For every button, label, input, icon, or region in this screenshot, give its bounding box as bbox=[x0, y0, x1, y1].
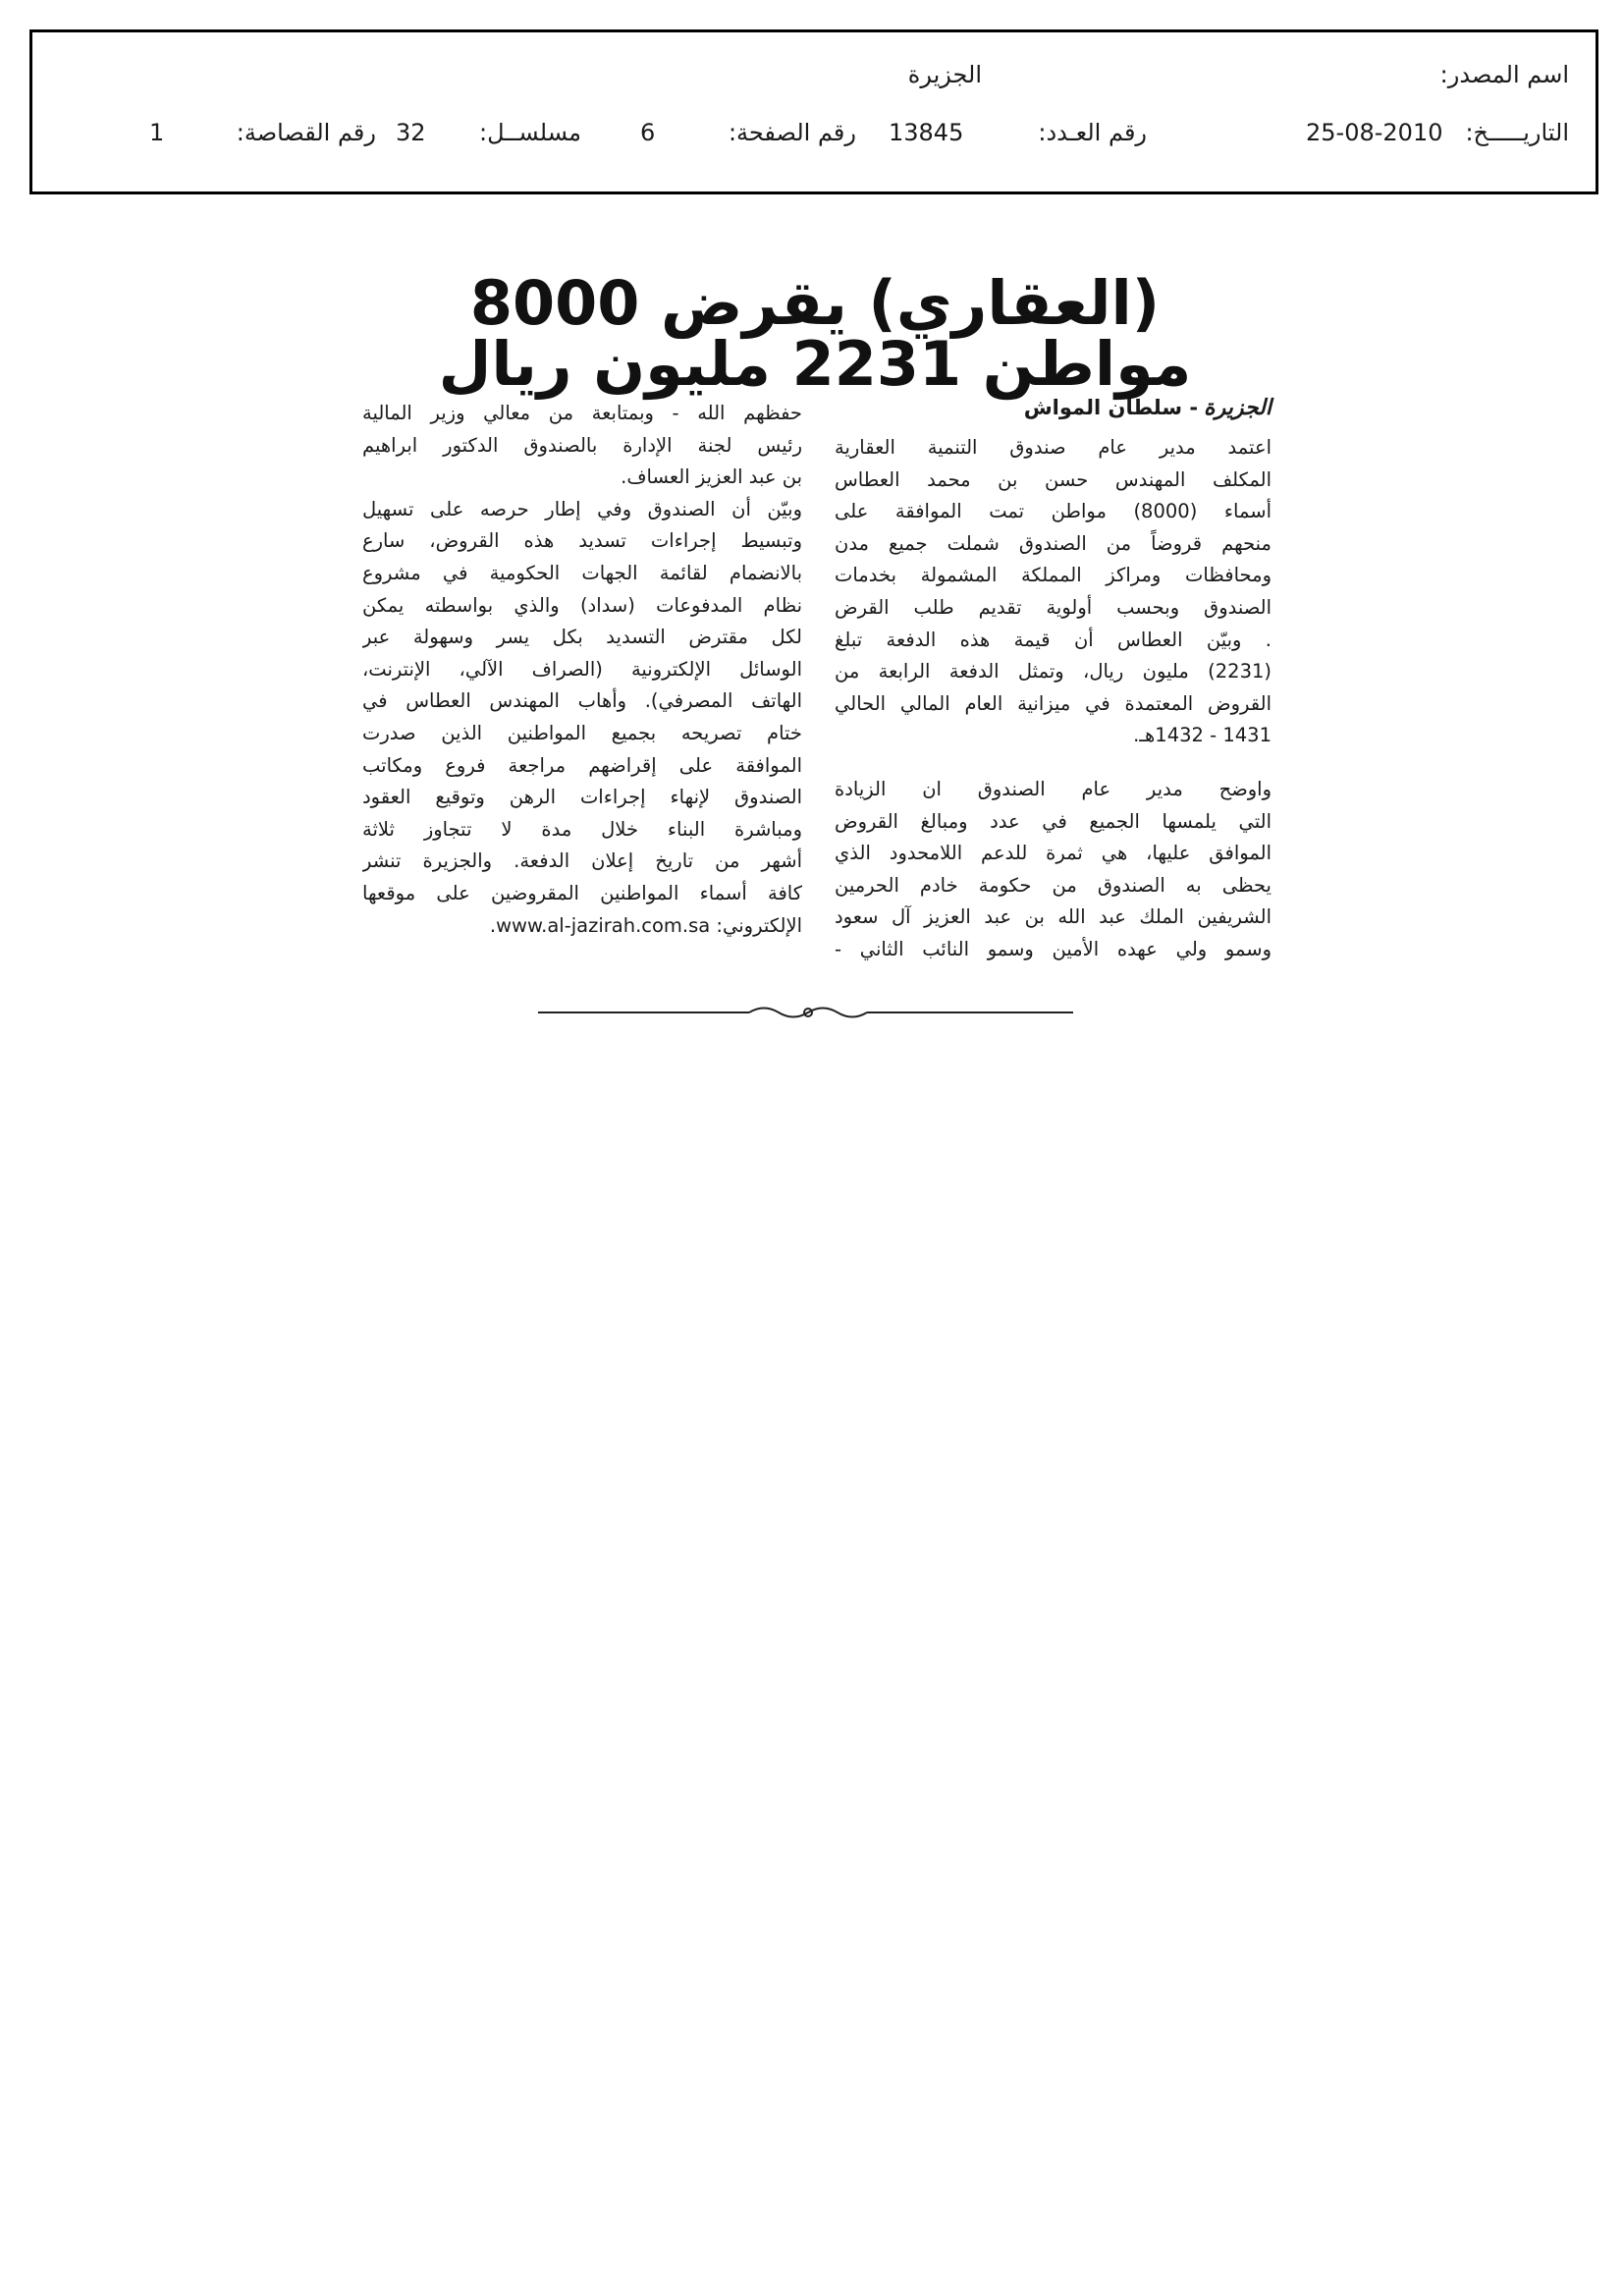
text-line: لكل مقترض التسديد بكل يسر وسهولة عبر bbox=[362, 626, 802, 649]
text-line: القروض المعتمدة في ميزانية العام المالي الحالي bbox=[835, 691, 1271, 715]
text-line: المكلف المهندس حسن بن محمد العطاس bbox=[835, 467, 1271, 491]
text-line: الصندوق وبحسب أولوية تقديم طلب القرض bbox=[835, 595, 1271, 619]
text-line: يحظى به الصندوق من حكومة خادم الحرمين bbox=[835, 873, 1271, 897]
text-line: الموافقة على إقراضهم مراجعة فروع ومكاتب bbox=[362, 753, 802, 777]
date-value: 25-08-2010 bbox=[1306, 119, 1443, 146]
text-line: بن عبد العزيز العساف. bbox=[621, 465, 802, 489]
source-label: اسم المصدر: bbox=[1439, 61, 1569, 88]
text-line: حفظهم الله - وبمتابعة من معالي وزير المالية bbox=[362, 402, 802, 424]
text-line: ومحافظات ومراكز المملكة المشمولة بخدمات bbox=[835, 564, 1271, 587]
serial-value: 32 bbox=[396, 119, 426, 146]
page-label: رقم الصفحة: bbox=[728, 119, 856, 146]
issue-label: رقم العـدد: bbox=[1038, 119, 1147, 146]
text-line: منحهم قروضاً من الصندوق شملت جميع مدن bbox=[835, 531, 1271, 555]
newspaper-logo: الجزيرة bbox=[1204, 395, 1271, 420]
text-line: بالانضمام لقائمة الجهات الحكومية في مشروع bbox=[362, 561, 802, 584]
text-line: . وبيّن العطاس أن قيمة هذه الدفعة تبلغ bbox=[835, 628, 1271, 651]
text-line: واوضح مدير عام الصندوق ان الزيادة bbox=[835, 777, 1271, 800]
text-line: نظام المدفوعات (سداد) والذي بواسطته يمكن bbox=[362, 593, 802, 617]
text-line: 1431 - 1432هـ. bbox=[1133, 724, 1271, 747]
article-byline bbox=[1024, 395, 1271, 420]
source-value: الجزيرة bbox=[907, 61, 982, 88]
text-line: كافة أسماء المواطنين المقروضين على موقعها bbox=[362, 881, 802, 904]
article-column-right bbox=[835, 432, 1271, 966]
text-line: ومباشرة البناء خلال مدة لا تتجاوز ثلاثة bbox=[362, 817, 802, 841]
page-value: 6 bbox=[640, 119, 656, 146]
text-line: رئيس لجنة الإدارة بالصندوق الدكتور ابراهيم bbox=[362, 433, 802, 457]
issue-value: 13845 bbox=[889, 119, 964, 146]
text-line: وتبسيط إجراءات تسديد هذه القروض، سارع bbox=[362, 529, 802, 553]
text-line: أسماء (8000) مواطن تمت الموافقة على bbox=[835, 500, 1271, 523]
date-label: التاريـــــخ: bbox=[1465, 119, 1569, 146]
text-line: الإلكتروني: www.al-jazirah.com.sa. bbox=[489, 913, 802, 937]
clipping-header-box bbox=[29, 29, 1598, 194]
text-line: وسمو ولي عهده الأمين وسمو النائب الثاني - bbox=[835, 937, 1271, 960]
text-line: أشهر من تاريخ إعلان الدفعة. والجزيرة تنشر bbox=[362, 849, 802, 873]
article-column-left bbox=[362, 398, 802, 942]
article-title: (العقاري) يقرض 8000 مواطن 2231 مليون ريال bbox=[438, 267, 1192, 400]
text-line: الهاتف المصرفي). وأهاب المهندس العطاس في bbox=[362, 689, 802, 713]
text-line: التي يلمسها الجميع في عدد ومبالغ القروض bbox=[835, 809, 1271, 833]
author-name: - سلطان المواش bbox=[1023, 396, 1199, 419]
text-line: وبيّن أن الصندوق وفي إطار حرصه على تسهيل bbox=[362, 497, 802, 520]
clip-value: 1 bbox=[149, 119, 165, 146]
text-line: (2231) مليون ريال، وتمثل الدفعة الرابعة من bbox=[835, 660, 1271, 683]
text-line: اعتمد مدير عام صندوق التنمية العقارية bbox=[835, 436, 1271, 459]
paragraph-gap bbox=[835, 752, 1271, 774]
text-line: الصندوق لإنهاء إجراءات الرهن وتوقيع العقود bbox=[362, 786, 802, 809]
text-line: الشريفين الملك عبد الله بن عبد العزيز آل سعود bbox=[835, 905, 1271, 929]
text-line: الموافق عليها، هي ثمرة للدعم اللامحدود الذي bbox=[835, 842, 1271, 865]
text-line: ختام تصريحه بجميع المواطنين الذين صدرت bbox=[362, 721, 802, 744]
serial-label: مسلســل: bbox=[479, 119, 581, 146]
clip-label: رقم القصاصة: bbox=[236, 119, 376, 146]
article-end-ornament-icon bbox=[538, 1002, 1073, 1023]
text-line: الوسائل الإلكترونية (الصراف الآلي، الإنترنت، bbox=[362, 657, 802, 681]
